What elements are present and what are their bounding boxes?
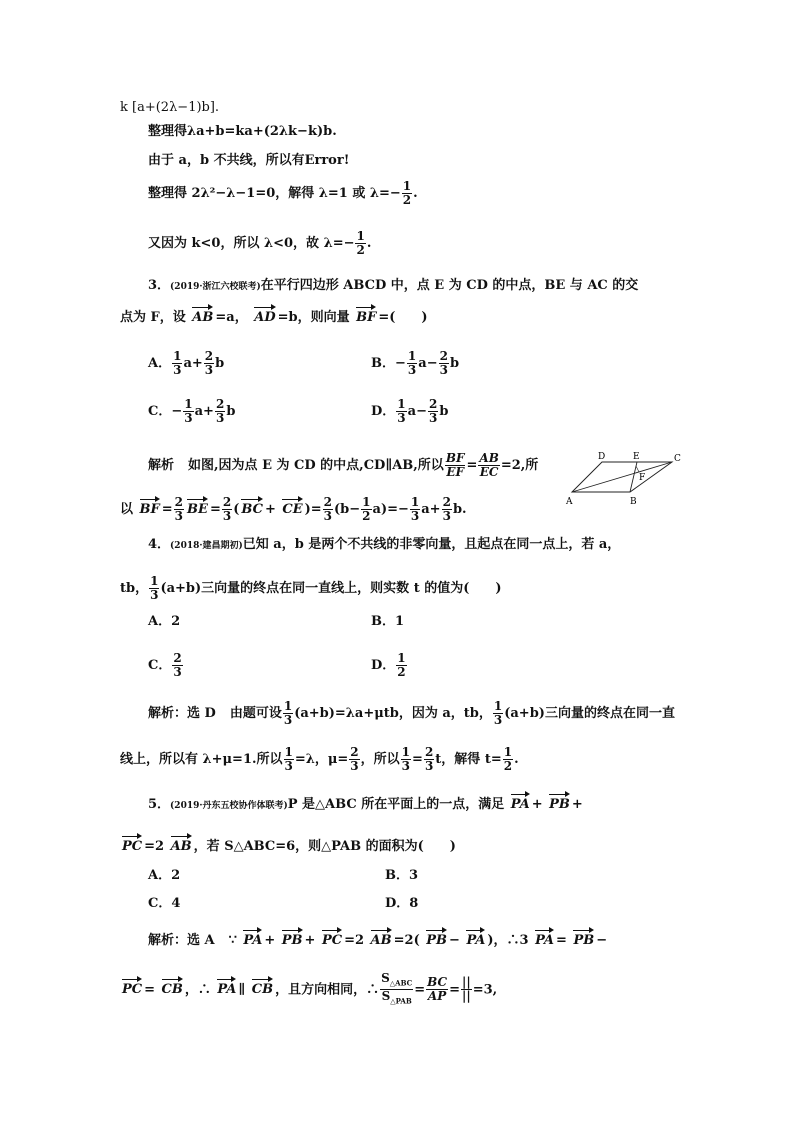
vector-BF: BF [140,495,160,516]
fraction: $\frac{1}{2}$ [402,179,412,207]
vector-CE: CE [282,495,302,516]
q3-source: (2019·浙江六校联考) [170,282,261,292]
label-D: D [598,452,606,462]
prev-line-5: 又因为 k<0，所以 λ<0，故 λ=− $\frac{1}{2}$ . [148,229,372,257]
q4-option-d: D． $\frac{1}{2}$ [371,651,406,679]
q5-option-b: B．3 [385,868,419,883]
q3-solution-line-1: 解析 如图,因为点 E 为 CD 的中点,CD∥AB,所以 $\frac{BF}{EF}$ = $\frac{AB}{EC}$ =2,所 [148,451,539,479]
q3-number: 3． [148,278,171,293]
q3-stem-line-2 [120,303,428,326]
vector-BC: BC [241,495,263,516]
prev-line-4-text: 整理得 2λ²−λ−1=0，解得 λ=1 或 λ=− [148,186,401,201]
q5-option-a: A．2 [148,868,181,883]
q4-stem-line-1: 4．(2018·建昌期初)已知 a，b 是两个不共线的非零向量，且起点在同一点上，若 a， [148,537,621,552]
q3-solution-text: 如图,因为点 E 为 CD 的中点,CD∥AB,所以 [188,458,444,473]
q3-option-d: D． $\frac{1}{3}$ a− $\frac{2}{3}$ b [371,397,449,425]
q3-stem-line-1 [148,278,638,295]
prev-line-3: 由于 a，b 不共线，所以有Error! [148,153,350,168]
vector-BE: BE [187,495,208,516]
q5-stem-line-2: PC =2 AB ，若 S△ABC=6，则△PAB 的面积为( ) [120,832,456,855]
vector-BF: BF [356,303,376,324]
label-E: E [633,452,640,462]
q5-solution-line-1: 解析：选 A ∵ PA + PB + PC =2 AB =2( PB − PA )，∴3 PA = PB − [148,926,607,949]
q3-option-b: B．− $\frac{1}{3}$ a− $\frac{2}{3}$ b [371,349,460,377]
q3-solution-line-2: 以 BF = $\frac{2}{3}$ BE = $\frac{2}{3}$ ( BC + CE )= $\frac{2}{3}$ (b− $\frac{1}{2}$ a)=− $\frac{1}{3}$ a+ $\frac{2}{3}$ b. [120,495,467,523]
q5-source: (2019·丹东五校协作体联考) [170,801,288,811]
q5-option-c: C．4 [148,896,181,911]
prev-line-5-text: 又因为 k<0，所以 λ<0，故 λ=− [148,236,355,251]
q4-option-b: B．1 [371,614,405,629]
q3-stem-text: 在平行四边形 ABCD 中，点 E 为 CD 的中点，BE 与 AC 的交 [260,278,639,293]
q5-stem-line-1: 5．(2019·丹东五校协作体联考)P 是△ABC 所在平面上的一点，满足 PA + PB + [148,790,583,814]
q4-option-a: A．2 [148,614,181,629]
prev-line-1: k [a+(2λ−1)b]. [120,100,220,115]
vector-AD: AD [254,303,275,324]
q4-stem-line-2: tb， $\frac{1}{3}$ (a+b)三向量的终点在同一直线上，则实数 t 的值为( ) [120,574,502,602]
label-F: F [639,473,646,483]
q4-option-c: C． $\frac{2}{3}$ [148,651,182,679]
parallelogram-figure [560,450,690,512]
q4-source: (2018·建昌期初) [170,541,243,551]
label-C: C [674,454,681,464]
label-B: B [630,497,637,507]
q5-solution-line-2: PC = CB ，∴ PA ∥ CB ，且方向相同，∴ $\frac{S_{\triangle ABC}}{S_{\triangle PAB}}$ = $\frac{BC}{AP}$ = $\frac{||}{||}$ =3, [122,971,498,1006]
q3-option-a: A． $\frac{1}{3}$ a+ $\frac{2}{3}$ b [148,349,225,377]
q4-solution-line-1: 解析：选 D 由题可设 $\frac{1}{3}$ (a+b)=λa+μtb，因为 a，tb， $\frac{1}{3}$ (a+b)三向量的终点在同一直 [148,699,675,727]
q3-stem-text-2: 点为 F，设 [120,310,186,325]
label-A: A [566,497,573,507]
q3-option-c: C．− $\frac{1}{3}$ a+ $\frac{2}{3}$ b [148,397,236,425]
vector-AB: AB [192,303,213,324]
prev-line-2: 整理得λa+b=ka+(2λk−k)b. [148,124,337,139]
q3-answer-blank: =( ) [378,310,428,325]
q5-option-d: D．8 [385,896,419,911]
q4-solution-line-2: 线上，所以有 λ+μ=1.所以 $\frac{1}{3}$ =λ，μ= $\frac{2}{3}$ ，所以 $\frac{1}{3}$ = $\frac{2}{3}$ t，解得 t= $\frac{1}{2}$ . [120,745,519,773]
q3-solution-label: 解析 [148,458,175,473]
q3-eq-a: =a， [215,310,248,325]
prev-line-4: 整理得 2λ²−λ−1=0，解得 λ=1 或 λ=− $\frac{1}{2}$ . [148,179,418,207]
fraction: $\frac{1}{2}$ [356,229,365,257]
q3-eq-b: =b，则向量 [277,310,350,325]
